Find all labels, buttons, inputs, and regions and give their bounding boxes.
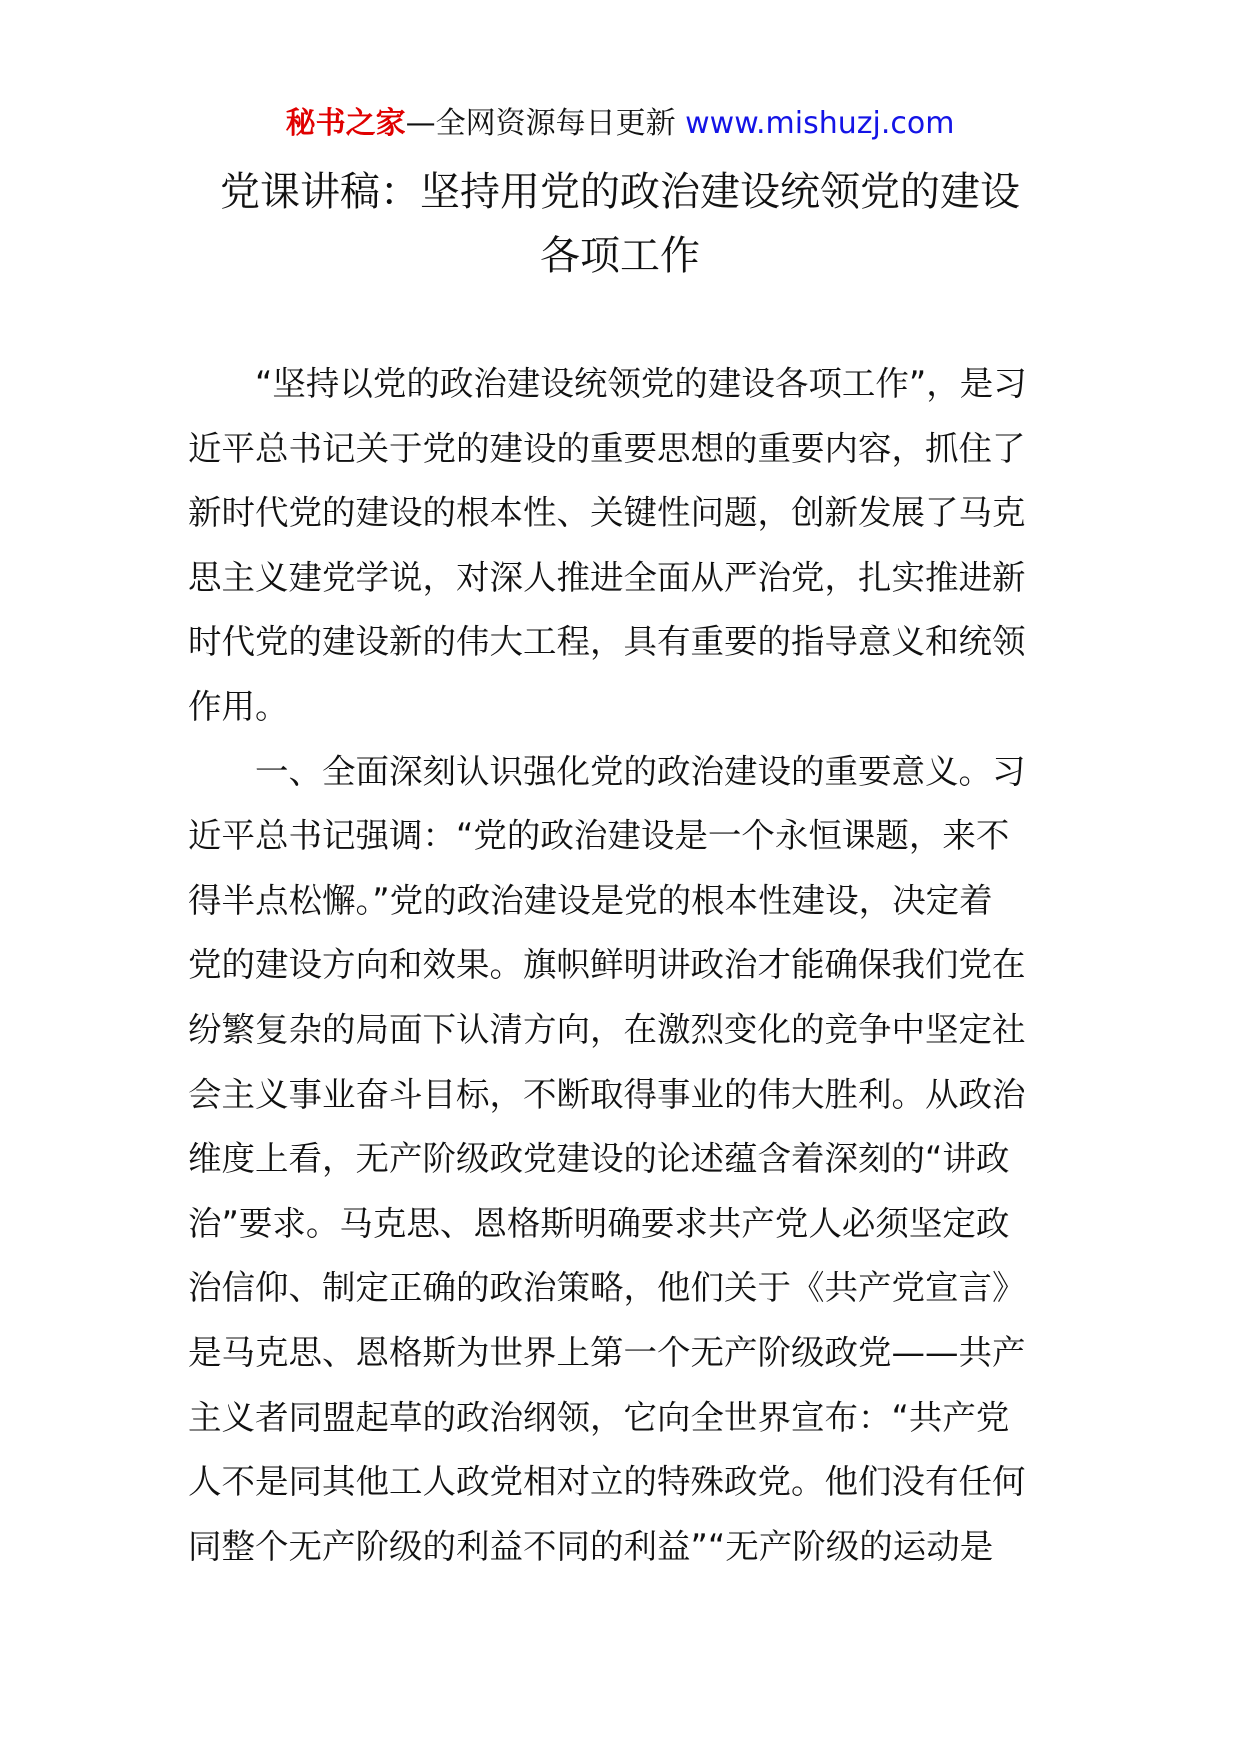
document-body [188, 352, 1058, 1579]
paragraph-1-line: 思主义建党学说，对深人推进全面从严治党，扎实推进新 [188, 557, 1026, 597]
paragraph-2-line: 纷繁复杂的局面下认清方向，在激烈变化的竞争中坚定社 [188, 1009, 1026, 1049]
paragraph-2-line: 人不是同其他工人政党相对立的特殊政党。他们没有任何 [188, 1462, 1026, 1502]
paragraph-1-line: 时代党的建设新的伟大工程，具有重要的指导意义和统领 [188, 622, 1026, 662]
paragraph-1-line: 近平总书记关于党的建设的重要思想的重要内容，抓住了 [188, 428, 1026, 468]
site-url-link[interactable]: www.mishuzj.com [685, 106, 955, 141]
document-title [180, 160, 1060, 288]
paragraph-2-line: 会主义事业奋斗目标，不断取得事业的伟大胜利。从政治 [188, 1074, 1026, 1114]
paragraph-2-line: 得半点松懈。”党的政治建设是党的根本性建设，决定着 [188, 880, 993, 920]
paragraph-2-line: 治”要求。马克思、恩格斯明确要求共产党人必须坚定政 [188, 1203, 1010, 1243]
site-tagline: —全网资源每日更新 [405, 106, 686, 141]
paragraph-2-line: 治信仰、制定正确的政治策略，他们关于《共产党宣言》 [188, 1268, 1026, 1308]
paragraph-1-line: 作用。 [188, 686, 289, 726]
site-header [0, 102, 1240, 146]
paragraph-2-line: 党的建设方向和效果。旗帜鲜明讲政治才能确保我们党在 [188, 945, 1026, 985]
paragraph-1-line: 新时代党的建设的根本性、关键性问题，创新发展了马克 [188, 493, 1026, 533]
paragraph-1-line: “坚持以党的政治建设统领党的建设各项工作”，是习 [255, 364, 1027, 403]
title-line-1: 党课讲稿：坚持用党的政治建设统领党的建设 [220, 169, 1020, 215]
paragraph-2-line: 是马克思、恩格斯为世界上第一个无产阶级政党——共产 [188, 1332, 1026, 1372]
title-line-2: 各项工作 [540, 233, 700, 279]
paragraph-2-line: 主义者同盟起草的政治纲领，它向全世界宣布：“共产党 [188, 1397, 1010, 1437]
paragraph-2-line: 维度上看，无产阶级政党建设的论述蕴含着深刻的“讲政 [188, 1139, 1010, 1179]
paragraph-2-line: 近平总书记强调：“党的政治建设是一个永恒课题，来不 [188, 816, 1010, 856]
site-name: 秘书之家 [285, 106, 406, 141]
paragraph-2-line: 同整个无产阶级的利益不同的利益”“无产阶级的运动是 [188, 1526, 994, 1566]
paragraph-2-line: 一、全面深刻认识强化党的政治建设的重要意义。习 [255, 751, 1026, 791]
